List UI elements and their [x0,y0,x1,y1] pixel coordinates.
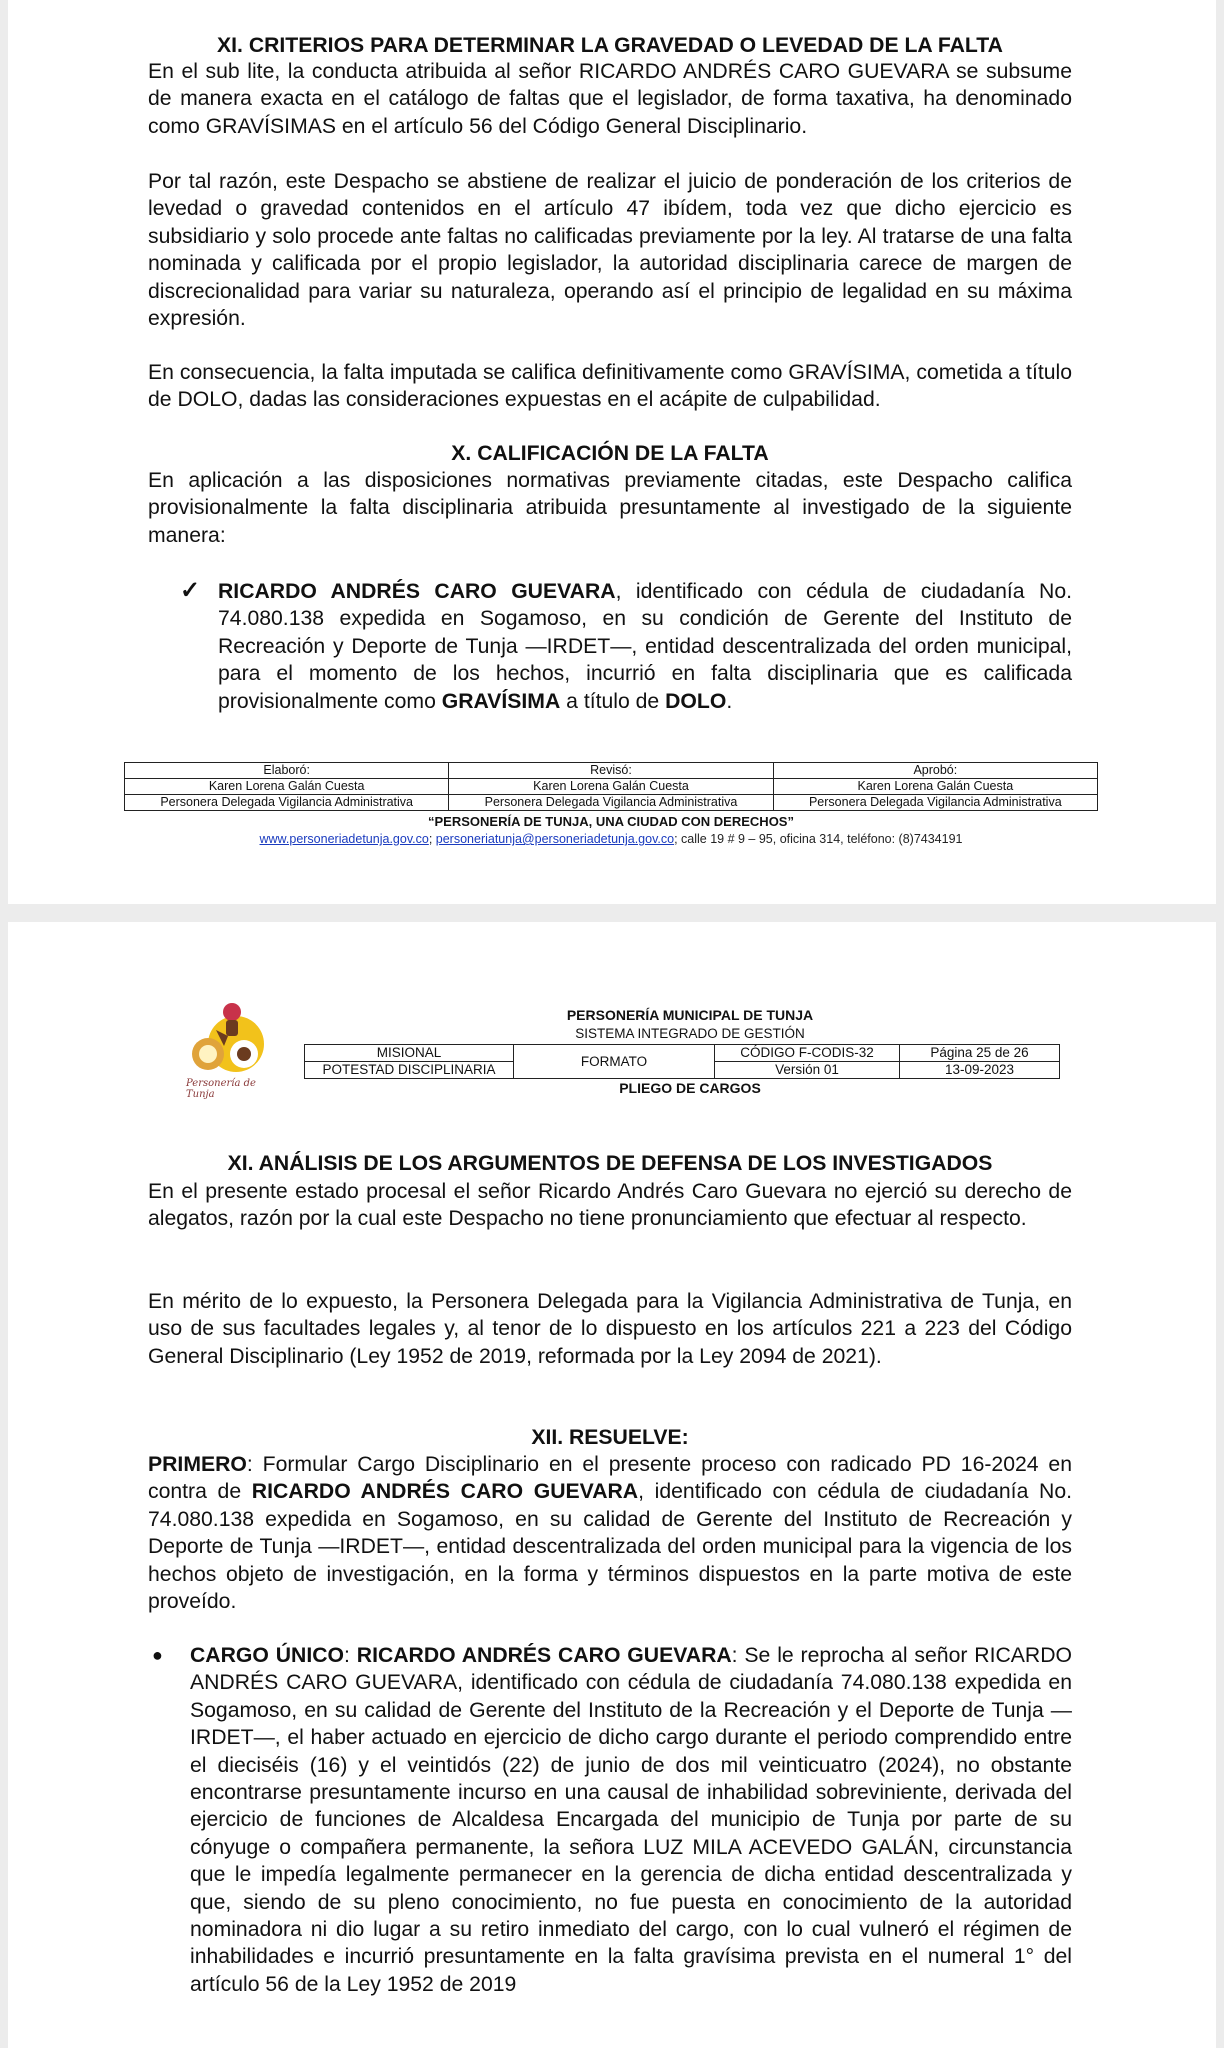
signer-name: Karen Lorena Galán Cuesta [125,779,449,795]
aprobo-label: Aprobó: [773,763,1097,779]
header-title: PERSONERÍA MUNICIPAL DE TUNJA [566,1007,814,1023]
check-list-item: RICARDO ANDRÉS CARO GUEVARA, identificado con cédula de ciudadanía No. 74.080.138 expedida en Sogamoso, en su condición de Gerente del Instituto de Recreación y Deporte de Tunja —IRDET—, entidad descentralizada del orden municipal, para el momento de los hechos, incurrió en falta disciplinaria que es calificada provisionalmente como GRAVÍSIMA a título de DOLO. [218,580,1072,713]
paragraph: En aplicación a las disposiciones normativas previamente citadas, este Despacho califica provisionalmente la falta disciplinaria atribuida presuntamente al investigado de la siguiente manera: [148,469,1072,547]
header-misional: MISIONAL [305,1045,514,1062]
section-heading-calificacion: X. CALIFICACIÓN DE LA FALTA [451,442,769,465]
primero-paragraph: PRIMERO: Formular Cargo Disciplinario en el presente proceso con radicado PD 16-2024 en contra de RICARDO ANDRÉS CARO GUEVARA, identificado con cédula de ciudadanía No. 74.080.138 expedida en Sogamoso, en su calidad de Gerente del Instituto de Recreación y Deporte de Tunja —IRDET—, entidad descentralizada del orden municipal para la vigencia de los hechos objeto de investigación, en la forma y términos dispuestos en la parte motiva de este proveído. [148,1453,1072,1614]
paragraph: En el presente estado procesal el señor Ricardo Andrés Caro Guevara no ejerció su derecho de alegatos, razón por la cual este Despacho no tiene pronunciamiento que efectuar al respecto. [148,1180,1072,1231]
elaboro-label: Elaboró: [125,763,449,779]
logo-caption: Personería de Tunja [186,1078,256,1100]
checkmark-icon: ✓ [180,577,201,604]
paragraph: En el sub lite, la conducta atribuida al señor RICARDO ANDRÉS CARO GUEVARA se subsume de manera exacta en el catálogo de faltas que el legislador, de forma taxativa, ha denominado como GRAVÍSIMAS en el artículo 56 del Código General Disciplinario. [148,60,1072,138]
reviso-label: Revisó: [449,763,773,779]
header-pagina: Página 25 de 26 [900,1045,1060,1062]
cargo-unico-paragraph: CARGO ÚNICO: RICARDO ANDRÉS CARO GUEVARA: Se le reprocha al señor RICARDO ANDRÉS CARO GUEVARA, identificado con cédula de ciudadanía 74.080.138 expedida en Sogamoso, en su calidad de Gerente del Instituto de la Recreación y el Deporte de Tunja —IRDET—, el haber actuado en ejercicio de dicho cargo durante el periodo comprendido entre el dieciséis (16) y el veintidós (22) de junio de dos mil veinticuatro (2024), no obstante encontrarse presuntamente incurso en una causal de inhabilidad sobreviniente, derivada del ejercicio de funciones de Alcaldesa Encargada del municipio de Tunja por parte de su cónyuge o compañera permanente, la señora LUZ MILA ACEVEDO GALÁN, circunstancia que le impedía legalmente permanecer en la gerencia de dicha entidad descentralizada y que, siendo de su pleno conocimiento, no fue puesta en conocimiento de la autoridad nominadora ni dio lugar a su retiro inmediato del cargo, con lo cual vulneró el régimen de inhabilidades e incurrió presuntamente en la falta gravísima prevista en el numeral 1° del artículo 56 de la Ley 1952 de 2019 [190,1644,1072,1996]
footer-motto: “PERSONERÍA DE TUNJA, UNA CIUDAD CON DERECHOS” [428,814,794,829]
document-title: PLIEGO DE CARGOS [619,1080,761,1096]
website-link[interactable]: www.personeriadetunja.gov.co [259,832,429,846]
signer-role: Personera Delegada Vigilancia Administrativa [125,795,449,811]
signer-role: Personera Delegada Vigilancia Administrativa [773,795,1097,811]
paragraph: En consecuencia, la falta imputada se califica definitivamente como GRAVÍSIMA, cometida a título de DOLO, dadas las consideraciones expuestas en el acápite de culpabilidad. [148,361,1072,412]
bullet-icon: ● [152,1645,163,1665]
paragraph: En mérito de lo expuesto, la Personera Delegada para la Vigilancia Administrativa de Tunja, en uso de sus facultades legales y, al tenor de lo dispuesto en los artículos 221 a 223 del Código General Disciplinario (Ley 1952 de 2019, reformada por la Ley 2094 de 2021). [148,1290,1072,1368]
header-potestad: POTESTAD DISCIPLINARIA [305,1062,514,1079]
section-heading-criterios: XI. CRITERIOS PARA DETERMINAR LA GRAVEDAD O LEVEDAD DE LA FALTA [217,34,1003,57]
header-version: Versión 01 [715,1062,900,1079]
signer-name: Karen Lorena Galán Cuesta [773,779,1097,795]
section-heading-analisis: XI. ANÁLISIS DE LOS ARGUMENTOS DE DEFENSA DE LOS INVESTIGADOS [227,1152,993,1175]
header-subtitle: SISTEMA INTEGRADO DE GESTIÓN [575,1026,805,1041]
paragraph: Por tal razón, este Despacho se abstiene de realizar el juicio de ponderación de los criterios de levedad o gravedad contenidos en el artículo 47 ibídem, toda vez que dicho ejercicio es subsidiario y solo procede ante faltas no calificadas previamente por la ley. Al tratarse de una falta nominada y calificada por el propio legislador, la autoridad disciplinaria carece de margen de discrecionalidad para variar su naturaleza, operando así el principio de legalidad en su máxima expresión. [148,170,1072,331]
signer-name: Karen Lorena Galán Cuesta [449,779,773,795]
header-table [304,1044,1060,1079]
email-link[interactable]: personeriatunja@personeriadetunja.gov.co [435,832,675,846]
signature-table [124,762,1098,811]
header-codigo: CÓDIGO F-CODIS-32 [715,1045,900,1062]
header-fecha: 13-09-2023 [900,1062,1060,1079]
investigado-name: RICARDO ANDRÉS CARO GUEVARA [218,580,616,603]
personeria-logo-icon [186,1000,278,1080]
header-formato: FORMATO [514,1045,715,1079]
footer-contact: www.personeriadetunja.gov.co; personeriatunja@personeriadetunja.gov.co; calle 19 # 9 – 95, oficina 314, teléfono: (8)7434191 [259,832,963,846]
signer-role: Personera Delegada Vigilancia Administrativa [449,795,773,811]
section-heading-resuelve: XII. RESUELVE: [531,1426,689,1449]
